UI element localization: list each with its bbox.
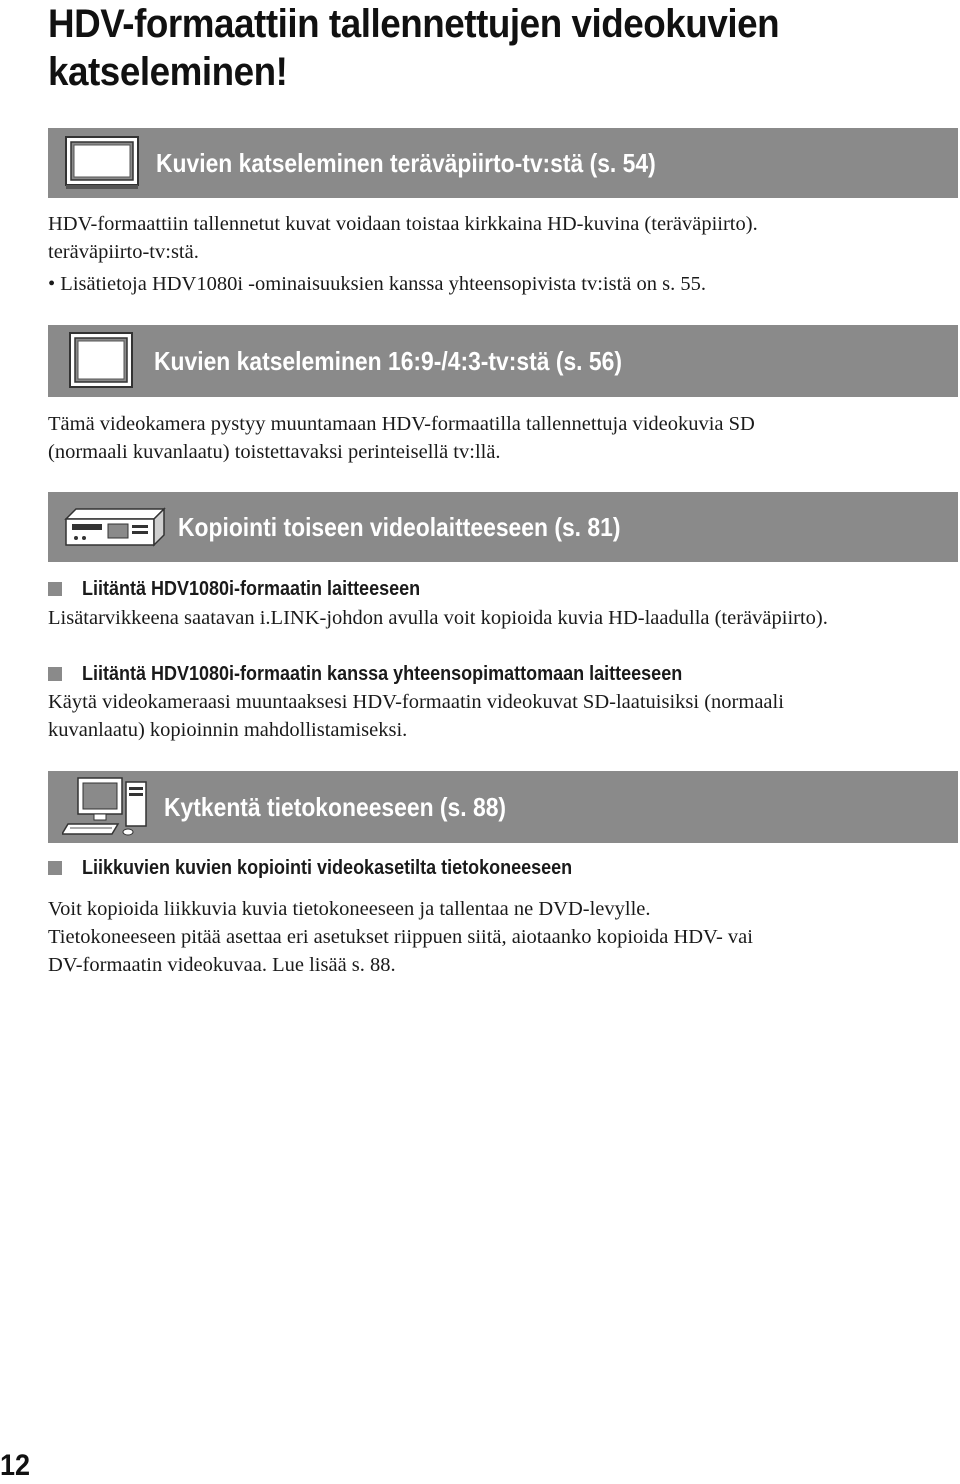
section-heading-computer: Kytkentä tietokoneeseen (s. 88) [164, 791, 507, 822]
paragraph-line: Tämä videokamera pystyy muuntamaan HDV-formaatilla tallennettuja videokuvia SD [48, 413, 755, 435]
section-banner-vcr [48, 492, 958, 562]
paragraph-line: DV-formaatin videokuvaa. Lue lisää s. 88. [48, 954, 396, 976]
section-heading-standard-tv: Kuvien katseleminen 16:9-/4:3-tv:stä (s. 56) [154, 345, 622, 376]
paragraph-line: Käytä videokameraasi muuntaaksesi HDV-formaatin videokuvat SD-laatuisiksi (normaali [48, 691, 784, 713]
hd-tv-icon [64, 135, 140, 191]
page-title [48, 0, 876, 96]
paragraph-line: (normaali kuvanlaatu) toistettavaksi perinteisellä tv:llä. [48, 441, 501, 463]
page-title-line-1: HDV-formaattiin tallennettujen videokuvien [48, 2, 780, 46]
page-number: 12 [0, 1449, 31, 1482]
vcr-icon [62, 505, 166, 549]
paragraph-line: Lisätarvikkeena saatavan i.LINK-johdon avulla voit kopioida kuvia HD-laadulla (teräväpiirto). [48, 607, 828, 629]
page-title-line-2: katseleminen! [48, 50, 288, 94]
paragraph-line: HDV-formaattiin tallennetut kuvat voidaan toistaa kirkkaina HD-kuvina (teräväpiirto). [48, 213, 758, 235]
bullet-note: • Lisätietoja HDV1080i -ominaisuuksien kanssa yhteensopivista tv:istä on s. 55. [48, 273, 706, 295]
paragraph-line: Voit kopioida liikkuvia kuvia tietokoneeseen ja tallentaa ne DVD-levylle. [48, 898, 651, 920]
section-heading-hd-tv: Kuvien katseleminen teräväpiirto-tv:stä (s. 54) [156, 147, 656, 178]
subsection-heading: Liitäntä HDV1080i-formaatin kanssa yhteensopimattomaan laitteeseen [48, 661, 948, 687]
subsection-heading: Liitäntä HDV1080i-formaatin laitteeseen [48, 576, 948, 602]
square-bullet-icon [48, 582, 62, 596]
standard-tv-icon [68, 331, 134, 391]
section-banner-standard-tv [48, 325, 958, 397]
square-bullet-icon [48, 861, 62, 875]
paragraph-line: Tietokoneeseen pitää asettaa eri asetukset riippuen siitä, aiotaanko kopioida HDV- vai [48, 926, 753, 948]
paragraph-line: kuvanlaatu) kopioinnin mahdollistamiseksi. [48, 719, 408, 741]
subsection-heading: Liikkuvien kuvien kopiointi videokasetilta tietokoneeseen [48, 855, 948, 881]
section-banner-hd-tv [48, 128, 958, 198]
computer-icon [62, 774, 152, 840]
section-banner-computer [48, 771, 958, 843]
square-bullet-icon [48, 667, 62, 681]
section-heading-vcr: Kopiointi toiseen videolaitteeseen (s. 81) [178, 511, 621, 542]
paragraph-line: teräväpiirto-tv:stä. [48, 241, 199, 263]
